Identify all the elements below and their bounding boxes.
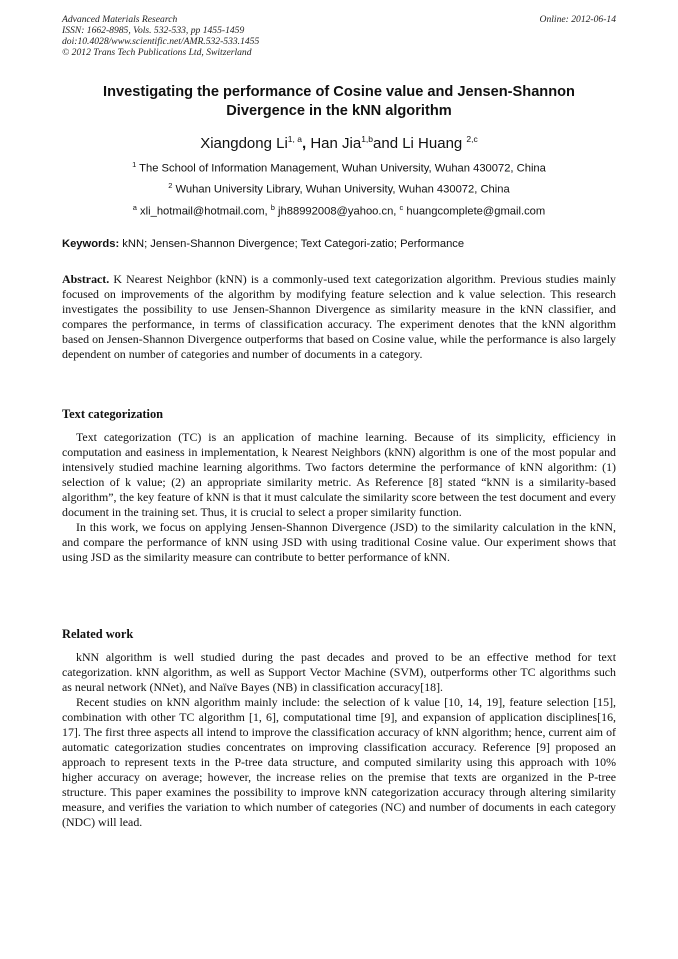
email-c: huangcomplete@gmail.com — [403, 205, 546, 218]
abstract-label: Abstract. — [62, 272, 110, 286]
related-work-paragraph-1: kNN algorithm is well studied during the past decades and proved to be an effective method for text categorization. kNN algorithm, as well as Support Vector Machine (SVM), outperforms other TC algorithms such as neural network (NNet), and Naïve Bayes (NB) in classification accuracy[18]. — [62, 650, 616, 694]
email-c-sup: c — [399, 203, 404, 212]
email-line — [62, 201, 616, 219]
section-heading-text-categorization: Text categorization — [62, 407, 164, 421]
text-categorization-body — [62, 430, 616, 565]
keywords-text: kNN; Jensen-Shannon Divergence; Text Categori-zatio; Performance — [119, 238, 465, 250]
related-work-paragraph-2: Recent studies on kNN algorithm mainly include: the selection of k value [10, 14, 19], feature selection [15], combination with other TC algorithm [1, 6], computational time [9], and expansion of application disciplines[16, 17]. The first three aspects all intend to improve the classification accuracy of kNN algorithm; hence, current aim of automatic categorization studies concentrates on improving classification accuracy. Reference [9] proposed an approach to represent texts in the P-tree data structure, and computed similarity using this approach with 10% higher accuracy on average; however, the increase relies on the premise that texts are organized in the P-tree structure. This paper examines the possibility to improve kNN categorization accuracy through altering similarity measure, and verifies the variation to which number of categories (NC) and number of documents in each category (NDC) will lead. — [62, 695, 616, 829]
affiliation-2 — [62, 179, 616, 197]
online-date: Online: 2012-06-14 — [539, 14, 616, 25]
affiliation-1-text: The School of Information Management, Wuhan University, Wuhan 430072, China — [136, 162, 546, 175]
author-line — [62, 130, 616, 153]
author-1-sup: 1, a — [287, 134, 302, 144]
email-b-sup: b — [270, 203, 275, 212]
affiliation-1 — [62, 158, 616, 176]
copyright-line: © 2012 Trans Tech Publications Ltd, Switzerland — [62, 47, 252, 58]
affiliation-2-text: Wuhan University Library, Wuhan University, Wuhan 430072, China — [172, 183, 510, 196]
abstract-text: K Nearest Neighbor (kNN) is a commonly-used text categorization algorithm. Previous studies mainly focused on improvements of the algorithm by modifying feature selection and k value selection. This research investigates the possibility to use Jensen-Shannon Divergence as similarity measure in the kNN classifier, and compares the performance, in terms of classification accuracy. The experiment denotes that the kNN algorithm based on Jensen-Shannon Divergence outperforms that based on Cosine value, while the performance is also largely dependent on number of categories and number of documents in a category. — [62, 272, 616, 361]
email-a: xli_hotmail@hotmail.com, — [136, 205, 271, 218]
section-heading-related-work: Related work — [62, 627, 134, 641]
related-work-body — [62, 650, 616, 830]
text-categorization-paragraph-2: In this work, we focus on applying Jensen-Shannon Divergence (JSD) to the similarity calculation in the kNN, and compare the performance of kNN using JSD with using traditional Cosine value. Our experiment shows that using JSD as the similarity measure can contribute to better performance of kNN. — [62, 520, 616, 564]
email-a-sup: a — [132, 203, 137, 212]
abstract — [62, 272, 616, 362]
doi-line: doi:10.4028/www.scientific.net/AMR.532-533.1455 — [62, 36, 260, 47]
author-separator: , — [301, 135, 307, 152]
author-2-sup: 1,b — [361, 134, 374, 144]
journal-header — [62, 14, 259, 58]
paper-title: Investigating the performance of Cosine value and Jensen-Shannon Divergence in the kNN algorithm — [103, 84, 575, 119]
keywords-label: Keywords: — [62, 238, 120, 250]
author-3-sup: 2,c — [466, 134, 478, 144]
author-3-name: and Li Huang — [373, 135, 467, 152]
issn-line: ISSN: 1662-8985, Vols. 532-533, pp 1455-1459 — [62, 25, 245, 36]
affiliation-2-sup: 2 — [168, 181, 173, 190]
author-2-name: Han Jia — [306, 135, 362, 152]
affiliation-1-sup: 1 — [132, 160, 137, 169]
journal-name: Advanced Materials Research — [62, 14, 178, 25]
keywords — [62, 237, 464, 251]
text-categorization-paragraph-1: Text categorization (TC) is an application of machine learning. Because of its simplicity, efficiency in computation and easiness in implementation, k Nearest Neighbors (kNN) algorithm is one of the most popular and intensively studied machine learning algorithms. Two factors determine the performance of kNN algorithm: (1) selection of k value; (2) an appropriate similarity metric. As Reference [8] stated “kNN is a similarity-based algorithm”, the key feature of kNN is that it must calculate the similarity score between the test document and every document in the training set. Thus, it is crucial to select a proper similarity function. — [62, 430, 616, 519]
author-1-name: Xiangdong Li — [200, 135, 288, 152]
email-b: jh88992008@yahoo.cn, — [274, 205, 400, 218]
